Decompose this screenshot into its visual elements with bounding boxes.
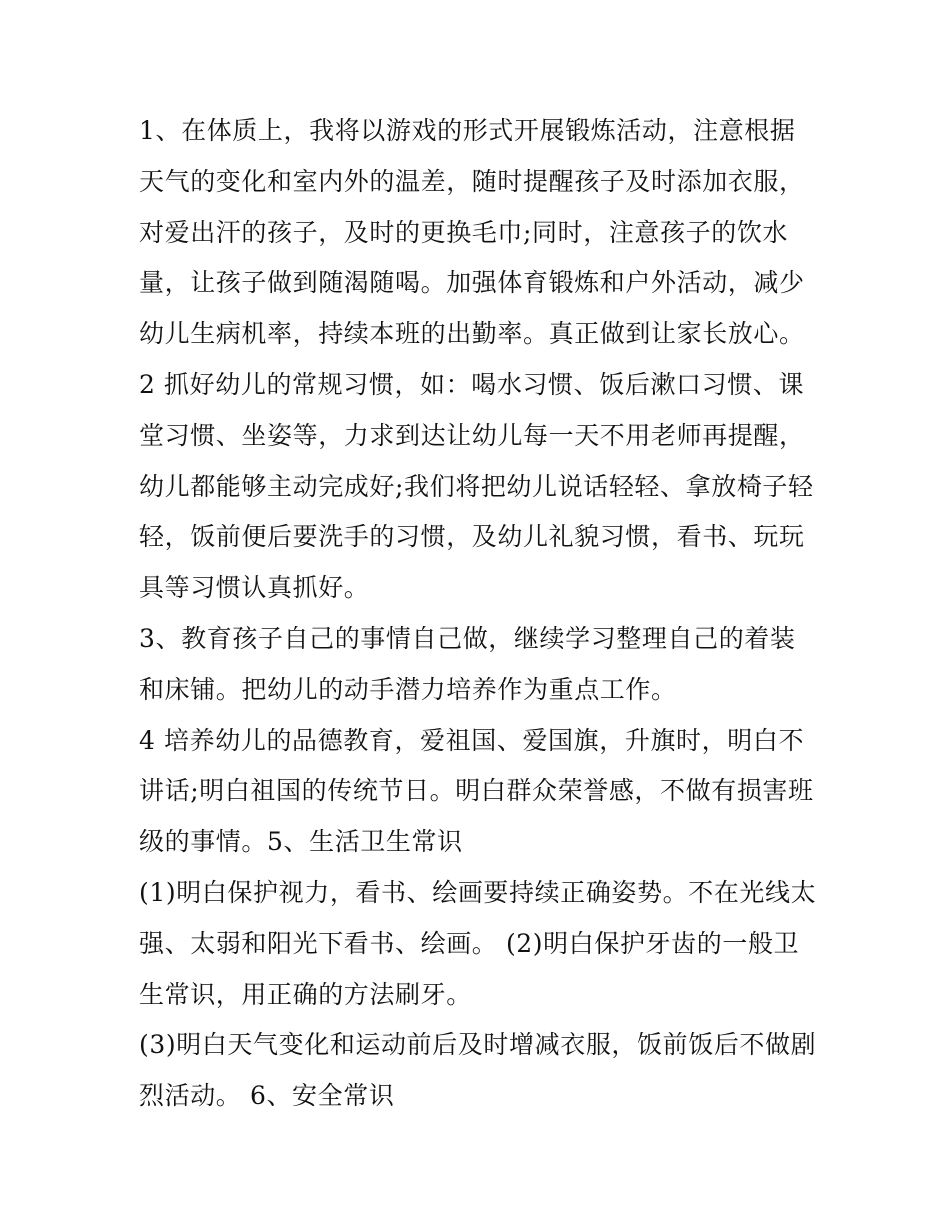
paragraph-self-care: 3、教育孩子自己的事情自己做，继续学习整理自己的着装和床铺。把幼儿的动手潜力培养作为重点工作。	[139, 623, 796, 704]
paragraph-moral-education: 4 培养幼儿的品德教育，爱祖国、爱国旗，升旗时，明白不讲话;明白祖国的传统节日。明白群众荣誉感，不做有损害班级的事情。5、生活卫生常识	[139, 725, 814, 857]
document-body	[139, 106, 819, 1122]
paragraph-routine-habits: 2 抓好幼儿的常规习惯，如：喝水习惯、饭后漱口习惯、课堂习惯、坐姿等，力求到达让幼儿每一天不用老师再提醒，幼儿都能够主动完成好;我们将把幼儿说话轻轻、拿放椅子轻轻，饭前便后要洗手的习惯，及幼儿礼貌习惯，看书、玩玩具等习惯认真抓好。	[139, 369, 814, 603]
paragraph-weather-safety: (3)明白天气变化和运动前后及时增减衣服，饭前饭后不做剧烈活动。 6、安全常识	[139, 1030, 817, 1111]
paragraph-physical-health: 1、在体质上，我将以游戏的形式开展锻炼活动，注意根据天气的变化和室内外的温差，随时提醒孩子及时添加衣服，对爱出汗的孩子，及时的更换毛巾;同时，注意孩子的饮水量，让孩子做到随渴随喝。加强体育锻炼和户外活动，减少幼儿生病机率，持续本班的出勤率。真正做到让家长放心。	[139, 116, 805, 349]
paragraph-vision-teeth: (1)明白保护视力，看书、绘画要持续正确姿势。不在光线太强、太弱和阳光下看书、绘画。 (2)明白保护牙齿的一般卫生常识，用正确的方法刷牙。	[139, 877, 817, 1009]
